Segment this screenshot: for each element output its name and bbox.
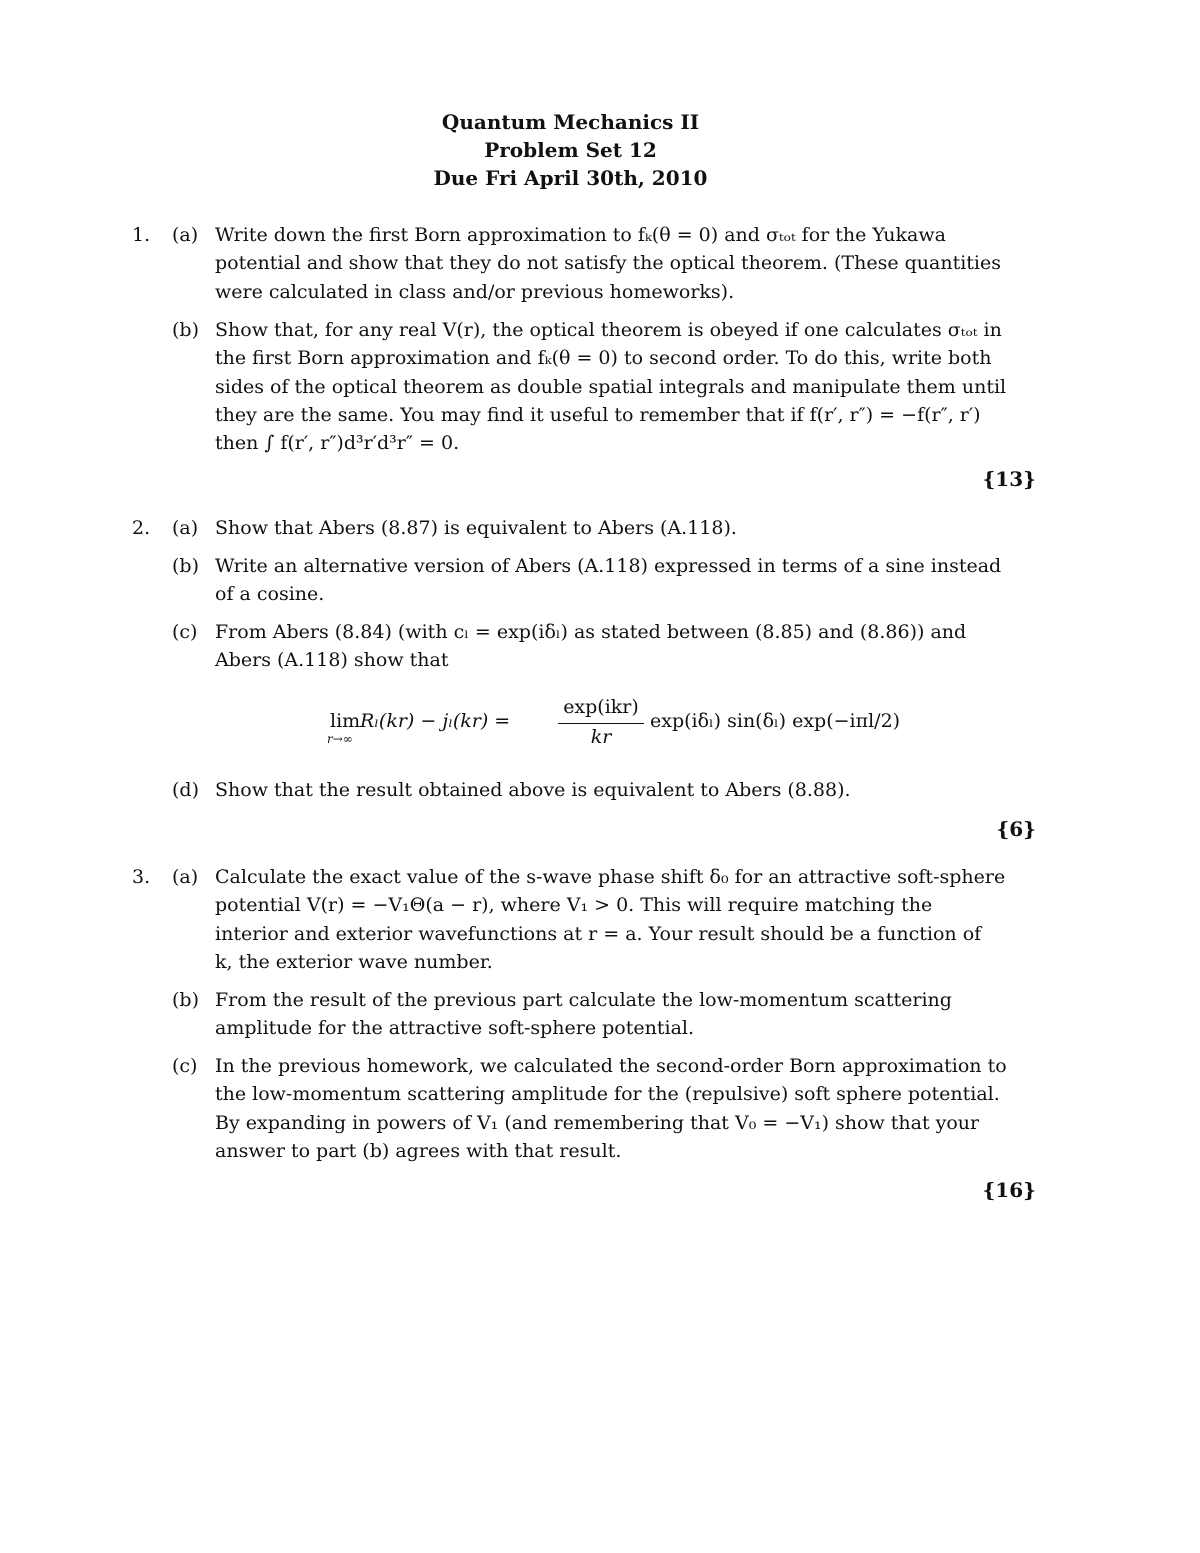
text-line: In the previous homework, we calculated the second-order Born approximation to	[215, 1055, 1007, 1077]
text-line: From the result of the previous part calculate the low-momentum scattering	[215, 989, 952, 1011]
part-text	[215, 1052, 1036, 1165]
part-text	[215, 552, 1036, 609]
text-line: amplitude for the attractive soft-sphere potential.	[215, 1017, 695, 1040]
fraction-numerator: exp(ikr)	[563, 696, 639, 718]
problem-set-title: Problem Set 12	[484, 138, 657, 162]
part-label: (a)	[172, 866, 199, 888]
part-text	[215, 776, 1036, 804]
part-label: (b)	[172, 319, 199, 341]
text-line: k, the exterior wave number.	[215, 950, 493, 973]
limit-subscript: r→∞	[327, 732, 353, 746]
text-line: Show that, for any real V(r), the optical theorem is obeyed if one calculates σₜₒₜ in	[215, 319, 1002, 341]
text-line: sides of the optical theorem as double spatial integrals and manipulate them until	[215, 375, 1007, 398]
equation-right-side: exp(iδₗ) sin(δₗ) exp(−iπl/2)	[650, 710, 901, 732]
limit-operator: lim	[330, 710, 361, 732]
problem-3-score: {16}	[982, 1178, 1036, 1202]
fraction-bar	[558, 723, 644, 724]
course-title: Quantum Mechanics II	[441, 110, 700, 134]
text-line: potential V(r) = −V₁Θ(a − r), where V₁ > 0. This will require matching the	[215, 894, 933, 917]
text-line: Calculate the exact value of the s-wave phase shift δ₀ for an attractive soft-sphere	[215, 866, 1006, 888]
text-line: they are the same. You may find it useful to remember that if f(r′, r″) = −f(r″, r′)	[215, 403, 981, 426]
part-text	[215, 221, 1036, 306]
text-line: Write an alternative version of Abers (A.118) expressed in terms of a sine instead	[215, 555, 1002, 577]
document-header	[0, 108, 1141, 192]
text-line: answer to part (b) agrees with that result.	[215, 1139, 622, 1162]
equation-left-side: Rₗ(kr) − jₗ(kr) =	[360, 710, 511, 732]
due-date: Due Fri April 30th, 2010	[433, 166, 708, 190]
part-label: (c)	[172, 621, 198, 643]
part-label: (a)	[172, 224, 199, 246]
problem-number: 1.	[132, 224, 151, 246]
text-line: of a cosine.	[215, 583, 325, 606]
problem-1-score: {13}	[982, 467, 1036, 491]
text-line: the first Born approximation and fₖ(θ = 0) to second order. To do this, write both	[215, 347, 992, 370]
part-text	[215, 514, 1036, 542]
text-line: the low-momentum scattering amplitude for the (repulsive) soft sphere potential.	[215, 1083, 1000, 1106]
text-line: Show that Abers (8.87) is equivalent to Abers (A.118).	[215, 517, 737, 539]
text-line: potential and show that they do not satisfy the optical theorem. (These quantities	[215, 252, 1001, 275]
part-text	[215, 618, 1036, 675]
text-line: were calculated in class and/or previous homeworks).	[215, 280, 735, 303]
text-line: Write down the first Born approximation to fₖ(θ = 0) and σₜₒₜ for the Yukawa	[215, 224, 946, 246]
text-line: then ∫ f(r′, r″)d³r′d³r″ = 0.	[215, 432, 460, 455]
part-label: (b)	[172, 555, 199, 577]
part-text	[215, 986, 1036, 1043]
part-label: (d)	[172, 779, 199, 801]
fraction-denominator: kr	[590, 726, 612, 748]
display-equation	[300, 696, 940, 756]
part-label: (b)	[172, 989, 199, 1011]
part-label: (c)	[172, 1055, 198, 1077]
part-text	[215, 316, 1036, 457]
problem-2-score: {6}	[996, 817, 1036, 841]
problem-number: 2.	[132, 517, 151, 539]
text-line: By expanding in powers of V₁ (and remembering that V₀ = −V₁) show that your	[215, 1111, 980, 1134]
problem-number: 3.	[132, 866, 151, 888]
text-line: Show that the result obtained above is equivalent to Abers (8.88).	[215, 779, 851, 801]
text-line: Abers (A.118) show that	[215, 649, 449, 672]
part-label: (a)	[172, 517, 199, 539]
part-text	[215, 863, 1036, 976]
text-line: interior and exterior wavefunctions at r = a. Your result should be a function of	[215, 922, 982, 945]
text-line: From Abers (8.84) (with cₗ = exp(iδₗ) as stated between (8.85) and (8.86)) and	[215, 621, 967, 643]
